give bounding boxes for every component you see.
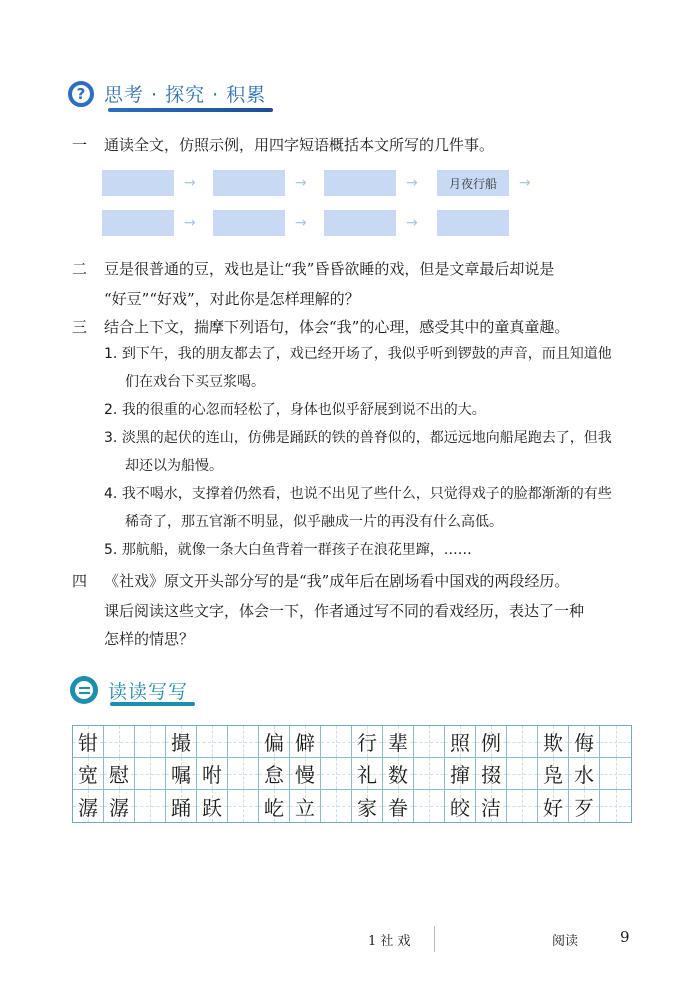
grid-character: 撺 — [450, 763, 470, 787]
question-4 — [72, 566, 569, 596]
arrow-right-icon: → — [406, 215, 418, 231]
question-1 — [72, 130, 494, 160]
grid-cell — [290, 790, 321, 822]
question-number: 三 — [72, 318, 88, 336]
grid-cell — [321, 726, 352, 758]
grid-cell — [383, 758, 414, 790]
grid-cell — [135, 726, 166, 758]
grid-character: 咐 — [202, 763, 222, 787]
grid-cell — [445, 790, 476, 822]
sub-item-1 — [104, 340, 612, 368]
grid-character: 慢 — [295, 763, 315, 787]
question-text: 结合上下文，揣摩下列语句，体会“我”的心理，感受其中的童真童趣。 — [104, 318, 570, 336]
sub-item-text: 淡黑的起伏的连山，仿佛是踊跃的铁的兽脊似的，都远远地向船尾跑去了，但我 — [121, 430, 612, 446]
grid-character: 潺 — [109, 795, 129, 820]
grid-character: 僻 — [295, 731, 315, 755]
sub-item-text-cont: 却还以为船慢。 — [125, 458, 223, 474]
grid-cell — [383, 790, 414, 822]
grid-cell — [135, 758, 166, 790]
arrow-right-icon: → — [406, 175, 418, 191]
sub-item-number: 1. — [104, 346, 118, 362]
section-header-think — [68, 80, 266, 107]
sub-item-2 — [104, 396, 486, 424]
grid-character: 侮 — [574, 731, 594, 755]
grid-character: 宽 — [78, 763, 98, 787]
grid-cell — [104, 758, 135, 790]
arrow-right-icon: → — [184, 215, 196, 231]
grid-cell — [197, 758, 228, 790]
grid-character: 数 — [388, 763, 408, 787]
grid-cell — [600, 790, 631, 822]
sub-item-text: 那航船，就像一条大白鱼背着一群孩子在浪花里蹿，…… — [121, 542, 472, 558]
sub-item-number: 3. — [104, 430, 118, 446]
grid-cell — [507, 790, 538, 822]
grid-cell — [197, 790, 228, 822]
question-number: 二 — [72, 260, 88, 278]
grid-character: 立 — [295, 795, 315, 820]
footer-unit: 阅读 — [552, 934, 579, 949]
flow-box — [213, 170, 285, 196]
grid-cell — [73, 758, 104, 790]
grid-cell — [290, 758, 321, 790]
question-text-cont: “好豆”“好戏”，对此你是怎样理解的？ — [104, 290, 360, 308]
grid-cell — [321, 758, 352, 790]
grid-character: 偏 — [264, 731, 284, 755]
footer-divider — [434, 926, 435, 952]
grid-cell — [259, 726, 290, 758]
grid-cell — [600, 726, 631, 758]
question-2 — [72, 254, 554, 284]
grid-character: 例 — [481, 731, 501, 755]
grid-cell — [414, 726, 445, 758]
flow-box — [102, 170, 174, 196]
grid-cell — [538, 790, 569, 822]
grid-cell — [228, 726, 259, 758]
grid-cell — [569, 790, 600, 822]
grid-cell — [476, 726, 507, 758]
question-number: 一 — [72, 136, 88, 154]
grid-character: 踊 — [171, 795, 191, 820]
grid-cell — [259, 758, 290, 790]
grid-character: 眷 — [388, 795, 408, 820]
question-3 — [72, 312, 569, 342]
section-title: 读读写写 — [108, 680, 189, 703]
grid-character: 照 — [450, 731, 470, 755]
grid-character: 歹 — [574, 795, 594, 820]
question-text: 通读全文，仿照示例，用四字短语概括本文所写的几件事。 — [104, 136, 495, 154]
flow-box — [437, 210, 509, 236]
sub-item-text-cont: 们在戏台下买豆浆喝。 — [125, 374, 265, 390]
grid-cell — [166, 790, 197, 822]
grid-character: 礼 — [357, 763, 377, 787]
sub-item-5 — [104, 536, 472, 564]
question-text: 豆是很普通的豆，戏也是让“我”昏昏欲睡的戏，但是文章最后却说是 — [104, 260, 555, 278]
grid-cell — [569, 758, 600, 790]
flow-box — [213, 210, 285, 236]
grid-character: 跃 — [202, 795, 222, 820]
sub-item-text: 到下午，我的朋友都去了，戏已经开场了，我似乎听到锣鼓的声音，而且知道他 — [121, 346, 612, 362]
sub-item-number: 4. — [104, 486, 118, 502]
grid-character: 凫 — [543, 763, 563, 787]
grid-cell — [445, 758, 476, 790]
character-grid — [72, 725, 632, 823]
grid-cell — [352, 758, 383, 790]
grid-cell — [166, 726, 197, 758]
sub-item-number: 2. — [104, 402, 118, 418]
arrow-right-icon: → — [295, 175, 307, 191]
grid-cell — [414, 790, 445, 822]
sub-item-number: 5. — [104, 542, 118, 558]
question-number: 四 — [72, 572, 88, 590]
section-three-icon — [70, 676, 98, 704]
grid-cell — [104, 790, 135, 822]
grid-character: 皎 — [450, 795, 470, 820]
footer-lesson: 1 社 戏 — [368, 934, 411, 949]
grid-character: 撮 — [171, 731, 191, 755]
question-text-cont: 课后阅读这些文字，体会一下，作者通过写不同的看戏经历，表达了一种 — [104, 602, 585, 620]
grid-character: 屹 — [264, 795, 284, 820]
grid-character: 洁 — [481, 795, 501, 820]
section-title: 思考 · 探究 · 积累 — [104, 84, 267, 106]
grid-character: 欺 — [543, 731, 563, 755]
grid-character: 潺 — [78, 795, 98, 820]
grid-character: 辈 — [388, 731, 408, 755]
grid-cell — [104, 726, 135, 758]
grid-character: 钳 — [78, 731, 98, 755]
flow-box — [102, 210, 174, 236]
question-text-cont: 怎样的情思？ — [104, 630, 195, 648]
grid-character: 行 — [357, 731, 377, 755]
question-circle-icon: ? — [68, 81, 94, 107]
grid-cell — [135, 790, 166, 822]
sub-item-3 — [104, 424, 612, 452]
section-header-read-write — [70, 676, 188, 704]
grid-cell — [166, 758, 197, 790]
sub-item-text-cont: 稀奇了，那五官渐不明显，似乎融成一片的再没有什么高低。 — [125, 514, 503, 530]
question-text: 《社戏》原文开头部分写的是“我”成年后在剧场看中国戏的两段经历。 — [104, 572, 570, 590]
sub-item-text: 我不喝水，支撑着仍然看，也说不出见了些什么，只觉得戏子的脸都渐渐的有些 — [121, 486, 612, 502]
grid-cell — [569, 726, 600, 758]
arrow-right-icon: → — [519, 175, 531, 191]
sub-item-4 — [104, 480, 612, 508]
grid-cell — [538, 726, 569, 758]
grid-cell — [352, 726, 383, 758]
grid-character: 水 — [574, 763, 594, 787]
grid-cell — [538, 758, 569, 790]
grid-character: 嘱 — [171, 763, 191, 787]
grid-cell — [600, 758, 631, 790]
grid-cell — [228, 758, 259, 790]
grid-cell — [259, 790, 290, 822]
grid-cell — [445, 726, 476, 758]
grid-character: 慰 — [109, 763, 129, 787]
grid-cell — [290, 726, 321, 758]
flow-box-example: 月夜行船 — [437, 170, 509, 196]
grid-cell — [228, 790, 259, 822]
grid-cell — [73, 790, 104, 822]
grid-character: 家 — [357, 795, 377, 820]
grid-cell — [383, 726, 414, 758]
page-number: 9 — [620, 928, 630, 946]
grid-cell — [321, 790, 352, 822]
grid-cell — [507, 726, 538, 758]
flow-box — [324, 170, 396, 196]
grid-cell — [476, 790, 507, 822]
arrow-right-icon: → — [295, 215, 307, 231]
section-underline — [110, 702, 195, 706]
grid-character: 好 — [543, 795, 563, 820]
sub-item-text: 我的很重的心忽而轻松了，身体也似乎舒展到说不出的大。 — [121, 402, 486, 418]
section-underline — [108, 108, 273, 112]
flow-box — [324, 210, 396, 236]
grid-cell — [476, 758, 507, 790]
grid-character: 掇 — [481, 763, 501, 787]
grid-cell — [507, 758, 538, 790]
grid-cell — [73, 726, 104, 758]
grid-cell — [352, 790, 383, 822]
grid-character: 怠 — [264, 763, 284, 787]
arrow-right-icon: → — [184, 175, 196, 191]
grid-cell — [197, 726, 228, 758]
grid-cell — [414, 758, 445, 790]
